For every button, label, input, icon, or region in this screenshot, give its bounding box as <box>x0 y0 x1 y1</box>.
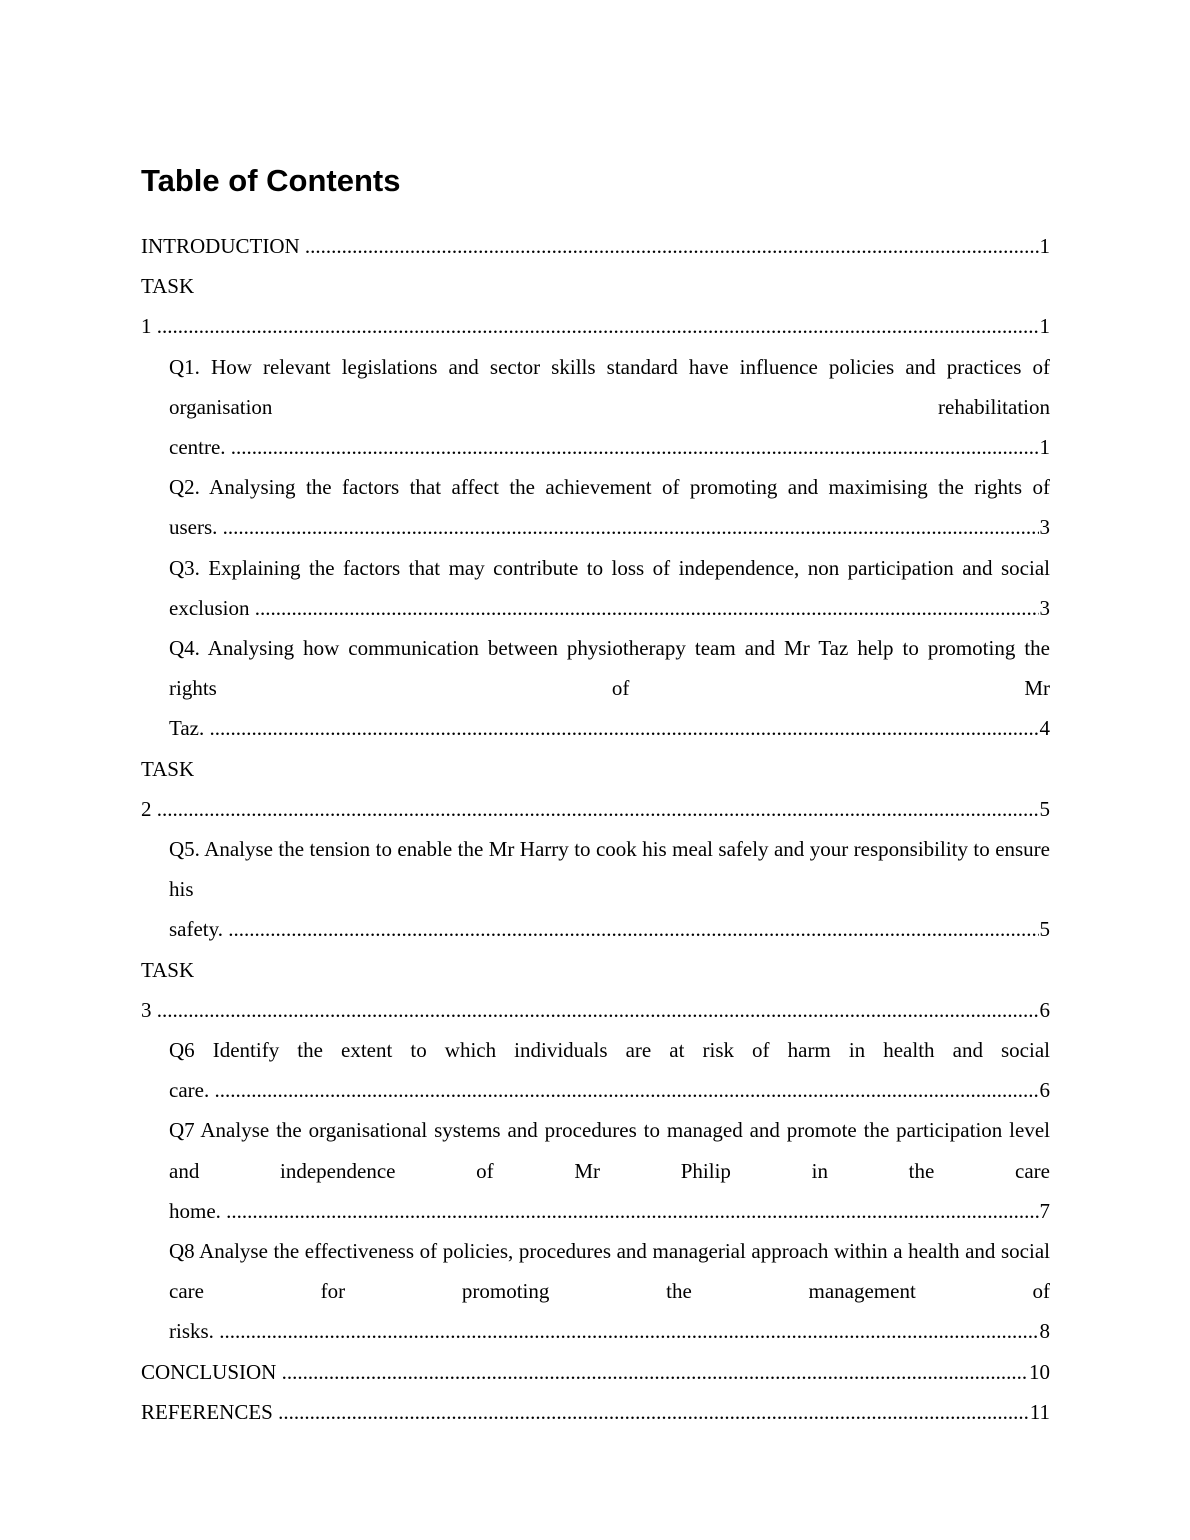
toc-entry-text: TASK 2 ..... <box>141 757 1050 821</box>
toc-entry-conclusion[interactable] <box>141 1352 1050 1392</box>
toc-entry-page: 7 <box>1039 1191 1051 1231</box>
toc-entry-text: Q6 Identify the extent to which individuals are at risk of harm in health and social care. ..... <box>169 1038 1050 1102</box>
toc-entry-page: 10 <box>1028 1352 1050 1392</box>
toc-entry-text: Q8 Analyse the effectiveness of policies, procedures and managerial approach within a health and social care for promoting the management of risks. ..... <box>169 1239 1050 1343</box>
toc-entry-page: 1 <box>1039 226 1051 266</box>
toc-entry-q8[interactable] <box>141 1231 1050 1352</box>
toc-entry-text: Q2. Analysing the factors that affect the achievement of promoting and maximising the rights of users. ..... <box>169 475 1050 539</box>
toc-entry-text: REFERENCES ..... <box>141 1400 1050 1424</box>
toc-entry-page: 3 <box>1039 588 1051 628</box>
toc-entry-q1[interactable] <box>141 347 1050 468</box>
toc-entry-page: 5 <box>1039 789 1051 829</box>
toc-entry-text: INTRODUCTION ..... <box>141 234 1050 258</box>
toc-entry-page: 5 <box>1039 909 1051 949</box>
toc-entry-q2[interactable] <box>141 467 1050 547</box>
toc-entry-page: 8 <box>1039 1311 1051 1351</box>
toc-entry-task-1[interactable] <box>141 266 1050 346</box>
toc-entry-introduction[interactable] <box>141 226 1050 266</box>
toc-entry-q6[interactable] <box>141 1030 1050 1110</box>
toc-entry-text: TASK 3 ..... <box>141 958 1050 1022</box>
document-page <box>141 160 1050 1432</box>
toc-entry-text: Q4. Analysing how communication between physiotherapy team and Mr Taz help to promoting the rights of Mr Taz. ..... <box>169 636 1050 740</box>
toc-entry-q5[interactable] <box>141 829 1050 950</box>
toc-entry-q3[interactable] <box>141 548 1050 628</box>
toc-entry-text: TASK 1 ..... <box>141 274 1050 338</box>
toc-entry-page: 4 <box>1039 708 1051 748</box>
toc-title: Table of Contents <box>141 163 401 198</box>
toc-entry-page: 1 <box>1039 306 1051 346</box>
toc-entry-page: 6 <box>1039 990 1051 1030</box>
toc-entry-text: Q7 Analyse the organisational systems and procedures to managed and promote the participation level and independence of Mr Philip in the care home. ..... <box>169 1118 1050 1222</box>
toc-entry-q4[interactable] <box>141 628 1050 749</box>
toc-entry-text: Q5. Analyse the tension to enable the Mr Harry to cook his meal safely and your responsibility to ensure his safety. ..... <box>169 837 1050 941</box>
toc-entry-text: Q1. How relevant legislations and sector skills standard have influence policies and practices of organisation rehabilitation centre. ..... <box>169 355 1050 459</box>
toc-entry-references[interactable] <box>141 1392 1050 1432</box>
toc-entry-q7[interactable] <box>141 1110 1050 1231</box>
toc-entry-page: 1 <box>1039 427 1051 467</box>
toc-entry-text: Q3. Explaining the factors that may contribute to loss of independence, non participation and social exclusion ..... <box>169 556 1050 620</box>
toc-entry-task-2[interactable] <box>141 749 1050 829</box>
toc-entry-page: 3 <box>1039 507 1051 547</box>
toc-entry-text: CONCLUSION ..... <box>141 1360 1050 1384</box>
toc-list <box>141 226 1050 1432</box>
toc-entry-page: 11 <box>1029 1392 1050 1432</box>
toc-entry-task-3[interactable] <box>141 950 1050 1030</box>
toc-entry-page: 6 <box>1039 1070 1051 1110</box>
